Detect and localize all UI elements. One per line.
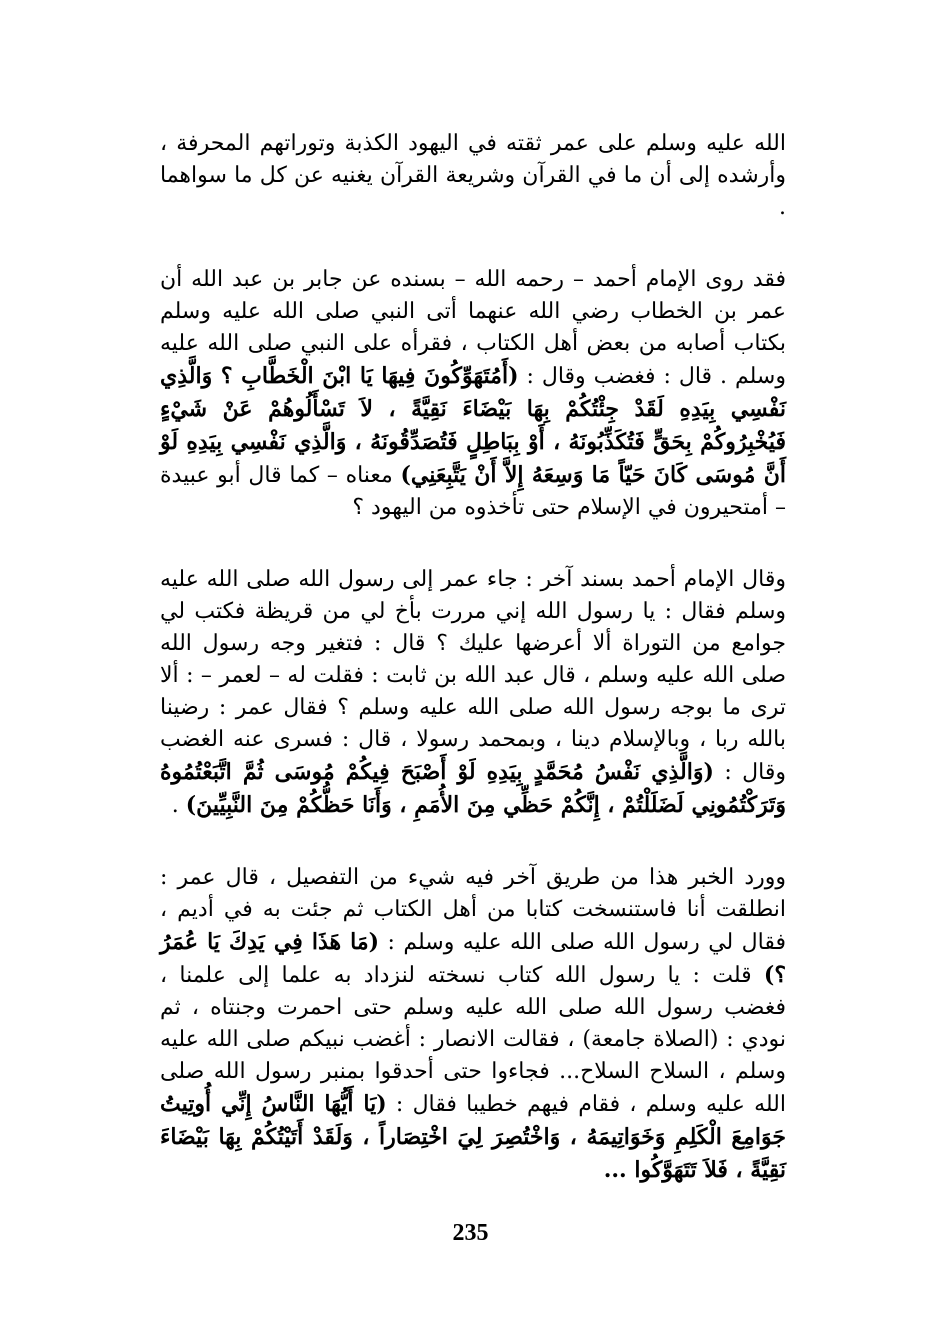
- text-segment: وقال الإمام أحمد بسند آخر : جاء عمر إلى رسول الله صلى الله عليه وسلم فقال : يا رسول الله إني مررت بأخ لي من قريظة فكتب لي جوامع من التوراة ألا أعرضها عليك ؟ قال : فتغير وجه رسول الله صلى الله عليه وسلم ، قال عبد الله بن ثابت : فقلت له – لعمر – : ألا ترى ما بوجه رسول الله صلى الله عليه وسلم ؟ فقال عمر : رضينا بالله ربا ، وبالإسلام دينا ، وبمحمد رسولا ، قال : فسرى عنه الغضب وقال :: [160, 567, 786, 785]
- paragraph: [160, 264, 786, 524]
- hadith-quote: (مَا هَذَا فِي يَدِكَ يَا عُمَرُ ؟): [160, 929, 786, 988]
- text-segment: معناه – كما قال أبو عبيدة – أمتحيرون في الإسلام حتى تأخذوه من اليهود ؟: [160, 463, 786, 520]
- page-number: 235: [452, 1220, 489, 1246]
- text-segment: وورد الخبر هذا من طريق آخر فيه شيء من التفصيل ، قال عمر : انطلقت أنا فاستنسخت كتابا من أهل الكتاب ثم جئت به في أديم ، فقال لي رسول الله صلى الله عليه وسلم :: [160, 865, 787, 955]
- text-segment: .: [171, 793, 186, 818]
- paragraph: [160, 564, 786, 822]
- text-segment: قلت : يا رسول الله كتاب نسخته لنزداد به علما إلى علمنا ، فغضب رسول الله صلى الله عليه وسلم حتى احمرت وجنتاه ، ثم نودي : (الصلاة جامعة) ، فقالت الانصار : أغضب نبيكم صلى الله عليه وسلم ، السلاح السلاح... فجاءوا حتى أحدقوا بمنبر رسول الله صلى الله عليه وسلم ، فقام فيهم خطيبا فقال :: [160, 963, 786, 1117]
- text-segment: الله عليه وسلم على عمر ثقته في اليهود الكذبة وتوراتهم المحرفة ، وأرشده إلى أن ما في القرآن وشريعة القرآن يغنيه عن كل ما سواهما .: [160, 131, 786, 220]
- hadith-quote: (وَالَّذِي نَفْسُ مُحَمَّدٍ بِيَدِهِ لَوْ أَصْبَحَ فِيكُمْ مُوسَى ثُمَّ اتَّبَعْتُمُوهُ وَتَرَكْتُمُونِي لَضَلَلْتُمْ ، إِنَّكُمْ حَظِّي مِنَ الأُمَمِ ، وَأَنَا حَظُّكُمْ مِنَ النَّبِيِّينَ): [160, 759, 786, 818]
- paragraph: [160, 128, 786, 224]
- page-body: [160, 128, 786, 1187]
- hadith-quote: (أَمُتَهَوِّكُونَ فِيهَا يَا ابْنَ الْخَطَّابِ ؟ وَالَّذِي نَفْسِي بِيَدِهِ لَقَدْ جِئْتُكُمْ بِهَا بَيْضَاءَ نَقِيَّةً ، لاَ تَسْأَلُوهُمْ عَنْ شَيْءٍ فَيُخْبِرُوكُمْ بِحَقٍّ فَتُكَذِّبُونَهُ ، أَوْ بِبَاطِلٍ فَتُصَدِّقُونَهُ ، وَالَّذِي نَفْسِي بِيَدِهِ لَوْ أَنَّ مُوسَى كَانَ حَيّاً مَا وَسِعَهُ إِلاَّ أَنْ يَتَّبِعَنِي): [160, 363, 787, 488]
- paragraph: [160, 862, 786, 1187]
- text-segment: فقد روى الإمام أحمد – رحمه الله – بسنده عن جابر بن عبد الله أن عمر بن الخطاب رضي الله عنهما أتى النبي صلى الله عليه وسلم بكتاب أصابه من بعض أهل الكتاب ، فقرأه على النبي صلى الله عليه وسلم . قال : فغضب وقال :: [160, 267, 786, 389]
- hadith-quote: (يَا أَيُّهَا النَّاسُ إِنِّي أُوتِيتُ جَوَامِعَ الْكَلِمِ وَخَوَاتِيمَهُ ، وَاخْتُصِرَ لِيَ اخْتِصَاراً ، وَلَقَدْ أَتَيْتُكُمْ بِهَا بَيْضَاءَ نَقِيَّةً ، فَلاَ تَتَهَوَّكُوا ...: [160, 1091, 786, 1183]
